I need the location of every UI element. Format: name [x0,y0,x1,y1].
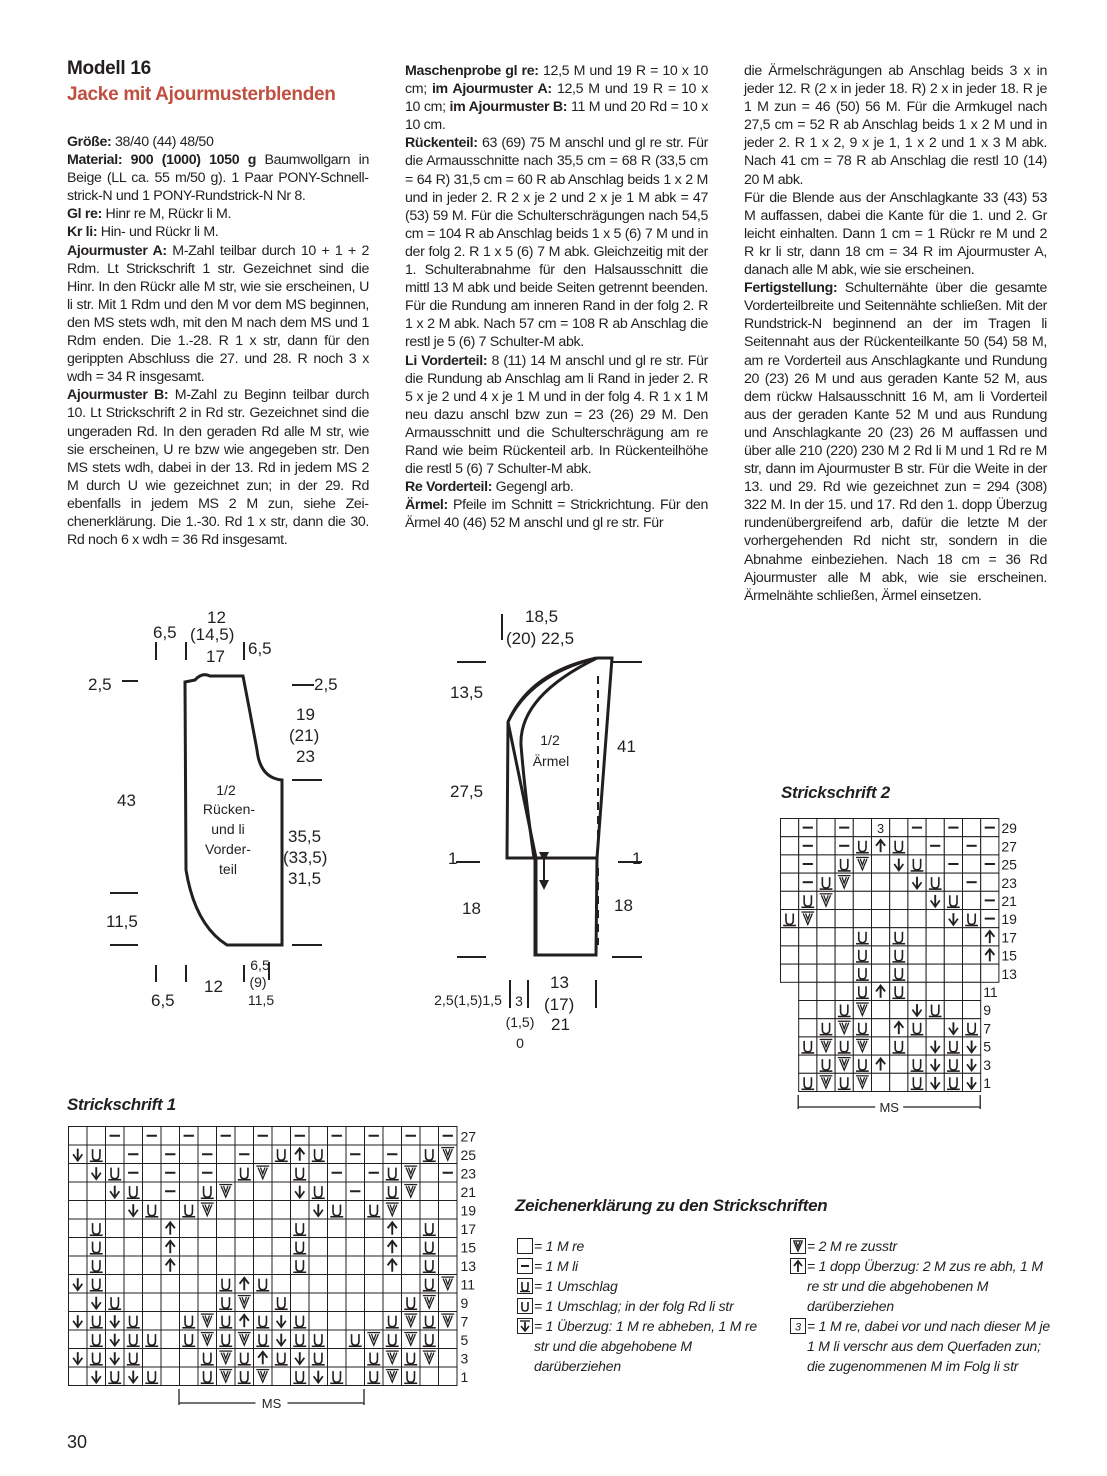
text-column-2: Maschenprobe gl re: 12,5 M und 19 R = 10 x 10 cm; im Ajourmuster A: 12,5 M und 19 R = 10 x 10 cm; im Ajourmuster B: 11 M und 20 Rd = 10 x 10 cm. Rückenteil: 63 (69) 75 M anschl und gl re str. Für die Armausschnitte nach 35,5 cm = 68 R (33,5 cm = 64 R) 31,5 cm = 60 R ab Anschlag beids 1 x 2 M und in jeder 2. R 2 x je 2 und 2 x je 1 M abk = 47 (53) 59 M. Für die Schulterschrägungen nach 54,5 cm = 104 R ab Anschlag beids 1 x 5 (6) 7 M und in der folg 2. R 1 x 5 (6) 7 M abk. Gleichzeitig mit der 1. Schulterabnahme für den Halsausschnitt die mittl 13 M abk und beide Seiten getrennt beenden. Für die Rundung am inneren Rand in der folg 2. R 1 x 2 M abk. Nach 57 cm = 108 R ab Anschlag die restl je 5 (6) 7 Schulter-M abk. Li Vorderteil: 8 (11) 14 M anschl und gl re str. Für die Rundung ab Anschlag am li Rand in jeder 2. R 5 x je 2 und 4 x je 1 M und in der folg 4. R 1 x 1 M neu dazu anschl bzw zun = 23 (26) 29 M. Den Armausschnitt und die Schulterschrägung am re Rand wie beim Rückenteil arb. In Rückenteilhöhe die restl 5 (6) 7 Schulter-M abk. Re Vorderteil: Gegengl arb. Ärmel: Pfeile im Schnitt = Strickrichtung. Für den Ärmel 40 (46) 52 M anschl und gl re str. Für [405,63,708,532]
row-number: 9 [983,1002,991,1019]
row-number: 13 [460,1258,477,1274]
dim-top-b: (20) 22,5 [506,629,575,648]
legend-item-yo: = 1 Umschlag [517,1276,762,1296]
label-line-4: Vorder- [205,841,251,857]
dim-top-c: 17 [206,647,225,666]
k2tog-decrease-icon [790,1238,806,1254]
model-number: Modell 16 [67,58,151,79]
dim-left-shoulder: 6,5 [153,623,177,642]
dim-bottom-mid-c: 0 [516,1035,524,1051]
row-number: 3 [983,1056,991,1073]
dim-bottom-right-c: 21 [551,1015,570,1034]
dim-top-b: (14,5) [190,625,235,644]
row-number: 17 [460,1221,477,1237]
dim-left-top: 2,5 [88,675,112,694]
label-line-2: Ärmel [532,753,570,769]
dim-top-a: 18,5 [525,607,559,626]
dim-top-a: 12 [207,608,226,627]
svg-text:3: 3 [877,821,885,837]
row-number: 15 [1001,947,1017,964]
row-number: 29 [1001,820,1017,837]
row-number: 19 [1001,911,1017,928]
chart-2 [780,818,1040,1128]
body-schematic [60,600,380,1030]
row-number: 19 [460,1202,477,1219]
dim-lower: 27,5 [450,782,484,801]
legend-item-skp: = 1 Überzug: 1 M re abheben, 1 M re str und die abgehobene M darüberziehen [517,1316,762,1376]
legend-item-k2tog: = 2 M re zusstr [790,1236,1055,1256]
yarn-over-purl-icon [517,1298,533,1314]
dim-band-left: 1 [448,849,458,868]
sleeve-schematic [420,600,670,1055]
page-number: 30 [67,1432,88,1452]
row-number: 21 [460,1184,477,1200]
row-number: 11 [983,984,998,1000]
dim-arm-a: 19 [296,705,315,724]
dim-side-b: (33,5) [283,848,328,867]
label-line-3: und li [211,821,245,837]
dim-bottom-left: 6,5 [151,991,175,1010]
row-number: 7 [460,1313,469,1330]
dim-bottom-right-b: (17) [544,995,575,1014]
svg-text:3: 3 [795,1321,801,1333]
row-number: 11 [460,1276,476,1293]
dim-side-c: 31,5 [288,869,322,888]
row-number: 27 [1001,838,1017,855]
double-decrease-icon [790,1258,806,1274]
inc-symbol [877,821,884,836]
increase-symbol-icon [790,1318,806,1334]
row-number: 25 [1001,856,1017,873]
row-number: 25 [460,1147,477,1163]
row-number: 23 [1001,874,1017,891]
yarn-over-icon [517,1278,533,1294]
row-number: 5 [983,1038,991,1055]
row-number: 7 [983,1020,991,1037]
row-number: 3 [460,1350,469,1367]
row-number: 5 [460,1332,469,1348]
dim-right-shoulder: 6,5 [248,639,272,658]
dim-arm-b: (21) [289,726,320,745]
dim-side-a: 35,5 [288,827,322,846]
dim-bottom-r-a: 6,5 [250,957,270,973]
chart-1-title: Strickschrift 1 [67,1095,176,1114]
dim-left-height: 43 [117,791,136,810]
down-arrow-head [539,880,549,890]
skp-decrease-icon [517,1318,533,1334]
article-title: Jacke mit Ajourmusterblenden [67,84,336,105]
row-number: 1 [983,1075,991,1091]
legend-item-increase: 3 = 1 M re, dabei vor und nach dieser M je 1 M li verschr aus dem Querfaden zun; die zugenommenen M im Folg li str [790,1316,1055,1376]
dim-bottom-r-c: 11,5 [247,992,275,1008]
row-number: 27 [460,1128,477,1145]
label-line-2: Rücken- [202,801,256,817]
dim-bottom-left: 2,5(1,5)1,5 [434,992,502,1008]
label-line-1: 1/2 [540,732,560,748]
text-column-3: die Ärmelschrägungen ab Anschlag beids 3 x in jeder 12. R (2 x in jeder 18. R) 2 x in jeder 18. R je 1 M zun = 46 (50) 56 M. Für die Armkugel nach 27,5 cm = 52 R ab Anschlag beids 1 x 2 M und in jeder 2. R 1 x 2, 9 x je 1, 1 x 2 und 1 x 3 M abk. Nach 41 cm = 78 R ab Anschlag die restl 10 (14) 20 M abk. Für die Blende aus der Anschlagkante 33 (43) 53 M auffassen, dabei die Kante für die 1. und 2. Gr leicht einhalten. Dann 1 cm = 1 Rückr re M und 2 R kr li str, dann 18 cm = 34 R im Ajourmuster A, danach alle M abk, wie sie erscheinen. Fertigstellung: Schulternähte über die gesamte Vorderteilbreite und Seitennähte schließen. Mit der Rundstrick-N beginnend an der im Tragen li Seitennaht aus der Rückenteilkante 50 (54) 58 M, am re Vorderteil aus Anschlagkante und Rundung 20 (23) 26 M und aus geraden Kante 52 M, aus dem rückw Halsausschnitt 16 M, am li Vorderteil aus der geraden Kante 52 M und aus Rundung und Anschlagkante 20 (23) 26 M auffassen und über alle 210 (220) 230 M 2 Rd li M und 1 Rd re M str, dann im Ajourmuster B str. Für die Weite in der 13. und 29. Rd wie gezeichnet zun = 294 (308) 322 M. In der 15. und 17. Rd den 1. dopp Überzug rundenübergreifend arb, dafür die letzte M der vorhergehenden Rd nicht str, sondern in die Abnahme einbeziehen. Nach 18 cm = 36 Rd Ajourmuster alle M abk, wie sie erscheinen. Ärmelnähte schließen, Ärmel einsetzen. [744,63,1047,604]
dim-bottom-mid-a: 3 [515,993,523,1009]
label-line-1: 1/2 [216,782,236,798]
ms-label: MS [879,1100,899,1115]
row-number: 13 [1001,965,1017,982]
chart-2-title: Strickschrift 2 [781,783,890,802]
chart-1 [68,1126,488,1416]
dim-right-top: 2,5 [314,675,338,694]
legend-item-yo-purl: = 1 Umschlag; in der folg Rd li str [517,1296,762,1316]
dim-band-right: 1 [632,849,642,868]
knit-symbol-icon [517,1238,533,1254]
dim-arm-c: 23 [296,747,315,766]
legend-item-knit: = 1 M re [517,1236,762,1256]
dim-bottom-right-a: 13 [550,973,569,992]
row-number: 17 [1001,929,1017,946]
legend-item-purl: = 1 M li [517,1256,762,1276]
legend-item-double-decrease: = 1 dopp Überzug: 2 M zus re abh, 1 M re str und die abgehobenen M darüberziehen [790,1256,1055,1316]
row-number: 9 [460,1295,469,1311]
row-number: 21 [1001,893,1017,909]
sleeve-outline [532,658,612,955]
dim-total: 41 [617,737,636,756]
row-number: 15 [460,1239,477,1256]
label-line-5: teil [219,861,237,877]
dim-bottom-mid: 12 [204,977,223,996]
purl-symbol-icon [517,1258,533,1274]
dim-cap: 13,5 [450,683,484,702]
dim-cuff-left: 18 [462,899,481,918]
legend-right [790,1236,1055,1376]
dim-curve-height: 11,5 [106,912,138,931]
dim-cuff-right: 18 [614,896,633,915]
legend-left [517,1236,762,1376]
legend-title: Zeichenerklärung zu den Strickschriften [515,1196,828,1215]
ms-label: MS [261,1396,282,1411]
row-number: 23 [460,1165,477,1182]
text-column-1: Größe: 38/40 (44) 48/50 Material: 900 (1000) 1050 g Baumwollgarn in Beige (LL ca. 55 m/50 g). 1 Paar PONY-Schnellstrick-N und 1 PONY-Rundstrick-N Nr 8. Gl re: Hinr re M, Rückr li M. Kr li: Hin- und Rückr li M. Ajourmuster A: M-Zahl teilbar durch 10 + 1 + 2 Rdm. Lt Strickschrift 1 str. Gezeichnet sind die Hinr. In den Rückr alle M str, wie sie erscheinen, U li str. Mit 1 Rdm und den M vor dem MS beginnen, den MS stets wdh, mit den M nach dem MS und 1 Rdm enden. Die 1.-28. R 1 x str, dann für den gerippten Abschluss die 27. und 28. R noch 3 x wdh = 34 R insgesamt. Ajourmuster B: M-Zahl zu Beginn teilbar durch 10. Lt Strickschrift 2 in Rd str. Gezeichnet sind die ungeraden Rd. In den geraden Rd alle M str, wie sie erscheinen, U re bzw wie angegeben str. Den MS stets wdh, dabei in der 13. Rd in jedem MS 2 M durch U wie gezeichnet zun; in der 29. Rd ebenfalls in jedem MS 2 M zun, siehe Zeichenerklärung. Die 1.-30. Rd 1 x str, dann die 30. Rd noch 6 x wdh = 36 Rd insgesamt. [67,134,369,549]
dim-bottom-r-b: (9) [249,974,267,990]
dim-bottom-mid-b: (1,5) [505,1014,535,1030]
row-number: 1 [460,1369,469,1385]
